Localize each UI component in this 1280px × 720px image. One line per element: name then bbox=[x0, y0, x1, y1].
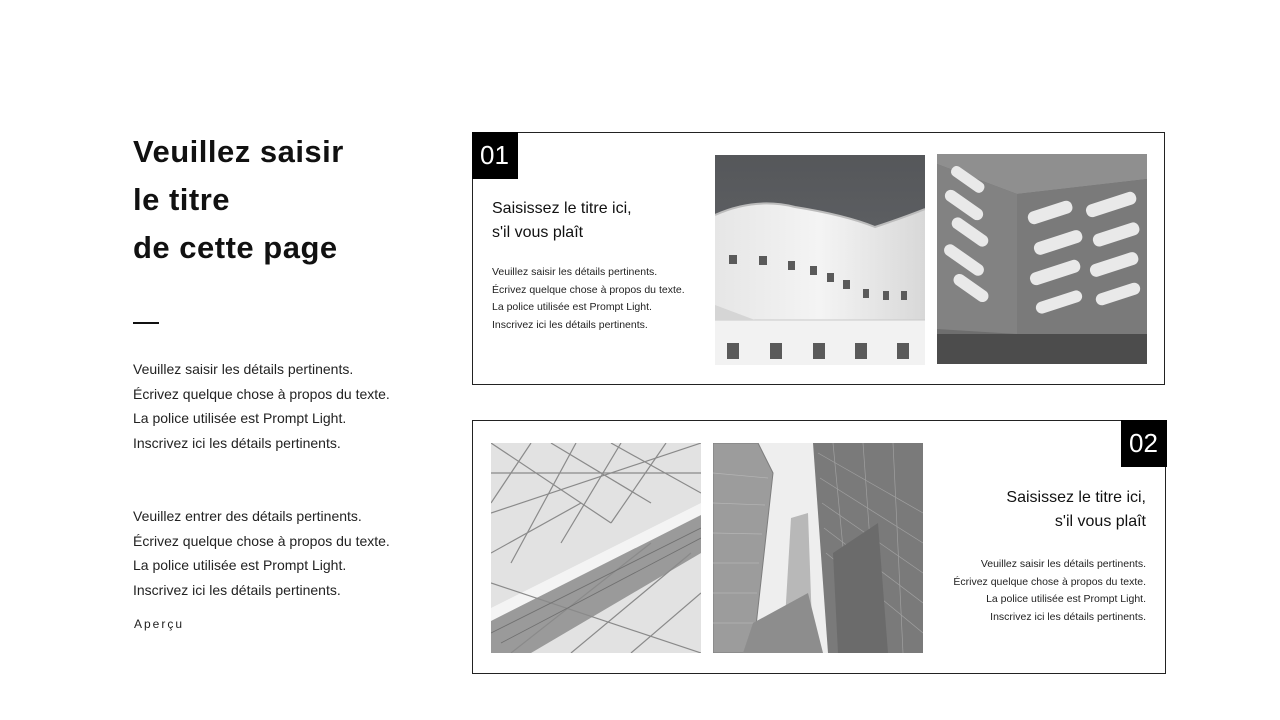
card-body-line: Veuillez saisir les détails pertinents. bbox=[492, 266, 658, 278]
intro-paragraph bbox=[133, 357, 443, 455]
card-heading-line: Saisissez le titre ici, bbox=[492, 200, 632, 217]
intro-line: Inscrivez ici les détails pertinents. bbox=[133, 434, 341, 451]
intro-line: La police utilisée est Prompt Light. bbox=[133, 410, 347, 426]
card-02 bbox=[472, 420, 1166, 674]
card-body bbox=[492, 264, 722, 334]
intro-line: Veuillez saisir les détails pertinents. bbox=[133, 361, 354, 377]
card-heading-line: Saisissez le titre ici, bbox=[1006, 489, 1146, 506]
light-pattern-image bbox=[937, 154, 1147, 364]
page-title-line: Veuillez saisir bbox=[133, 134, 344, 169]
title-divider bbox=[133, 322, 159, 324]
card-01 bbox=[472, 132, 1165, 385]
glass-roof-image bbox=[491, 443, 701, 653]
card-heading-line: s'il vous plaît bbox=[1054, 513, 1146, 530]
card-body-line: Veuillez saisir les détails pertinents. bbox=[980, 558, 1146, 570]
card-body-line: La police utilisée est Prompt Light. bbox=[492, 301, 652, 314]
card-body-line: Écrivez quelque chose à propos du texte. bbox=[492, 283, 685, 296]
detail-line: La police utilisée est Prompt Light. bbox=[133, 557, 347, 573]
detail-line: Veuillez entrer des détails pertinents. bbox=[133, 508, 362, 524]
card-body-line: La police utilisée est Prompt Light. bbox=[986, 593, 1146, 606]
card-body-line: Inscrivez ici les détails pertinents. bbox=[990, 610, 1146, 623]
card-body bbox=[906, 556, 1146, 626]
card-heading-line: s'il vous plaît bbox=[492, 224, 584, 241]
skyscrapers-photo bbox=[713, 443, 923, 653]
card-body-line: Écrivez quelque chose à propos du texte. bbox=[953, 575, 1146, 588]
glass-roof-photo bbox=[491, 443, 701, 653]
skyscrapers-image bbox=[713, 443, 923, 653]
detail-paragraph bbox=[133, 504, 443, 602]
curved-building-photo bbox=[715, 155, 925, 365]
card-heading bbox=[926, 486, 1146, 534]
light-pattern-photo bbox=[937, 154, 1147, 364]
detail-line: Inscrivez ici les détails pertinents. bbox=[133, 581, 341, 598]
card-heading bbox=[492, 197, 712, 245]
curved-building-image bbox=[715, 155, 925, 365]
page-title-line: de cette page bbox=[133, 230, 338, 265]
page-title-line: le titre bbox=[133, 182, 231, 217]
detail-line: Écrivez quelque chose à propos du texte. bbox=[133, 532, 390, 549]
intro-line: Écrivez quelque chose à propos du texte. bbox=[133, 385, 390, 402]
preview-label: Aperçu bbox=[134, 617, 185, 631]
card-body-line: Inscrivez ici les détails pertinents. bbox=[492, 318, 648, 331]
page-title bbox=[133, 128, 433, 272]
card-number-badge: 01 bbox=[472, 132, 518, 179]
card-number-badge: 02 bbox=[1121, 420, 1167, 467]
